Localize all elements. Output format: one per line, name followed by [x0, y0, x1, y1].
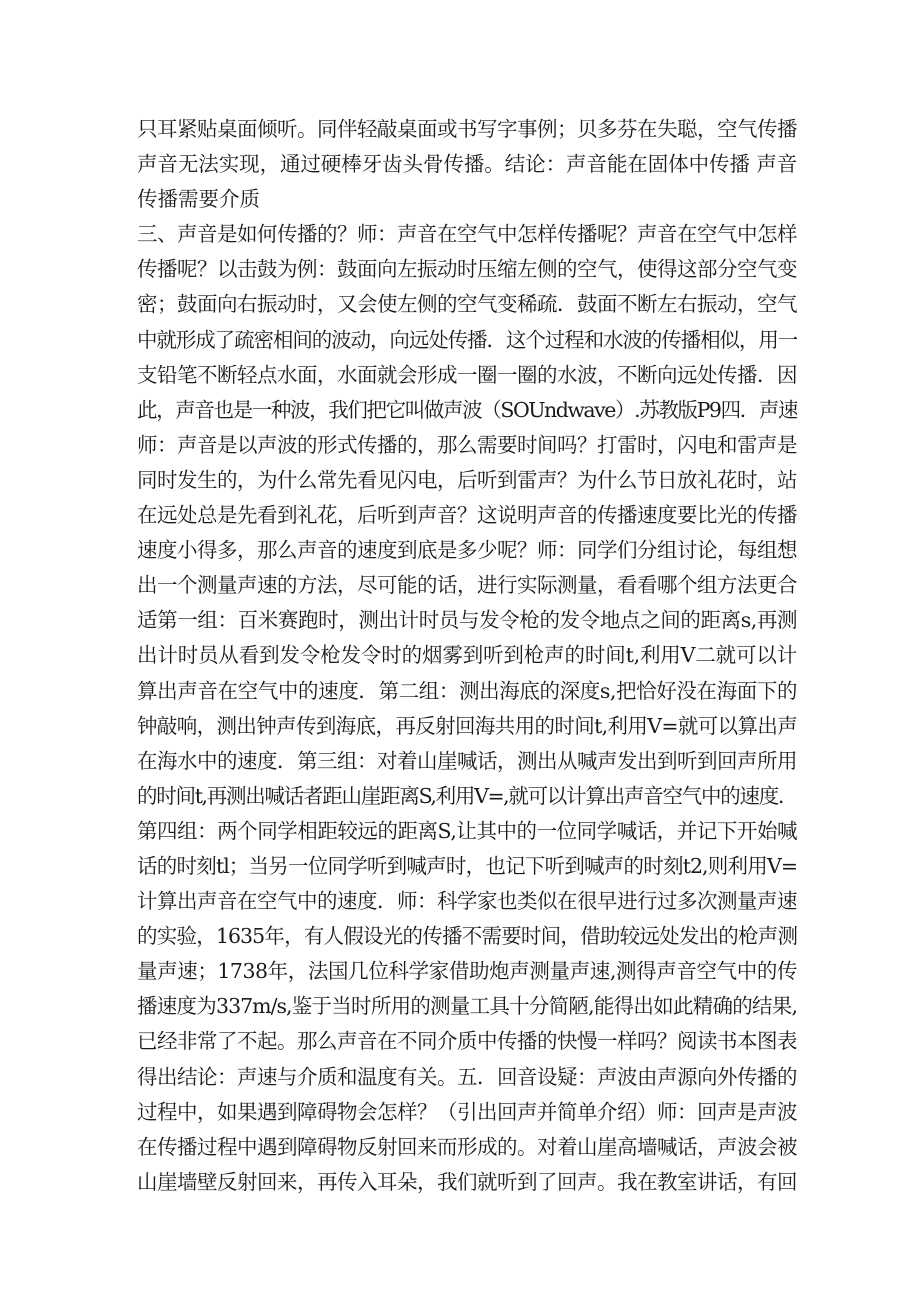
text-line: 钟敲响，测出钟声传到海底，再反射回海共用的时间t,利用V=就可以算出声 — [137, 713, 797, 738]
text-line: 只耳紧贴桌面倾听。同伴轻敲桌面或书写字事例；贝多芬在失聪，空气传播 — [137, 117, 797, 141]
text-line: 在海水中的速度．第三组：对着山崖喊话，测出从喊声发出到听到回声所用 — [137, 748, 797, 773]
text-line: 出计时员从看到发令枪发令时的烟雾到听到枪声的时间t,利用V二就可以计 — [137, 643, 797, 668]
text-line: 播速度为337m∕s,鉴于当时所用的测量工具十分简陋,能得出如此精确的结果, — [137, 994, 797, 1019]
text-line: 的时间t,再测出喊话者距山崖距离S,利用V=,就可以计算出声音空气中的速度． — [137, 783, 797, 808]
text-line: 支铅笔不断轻点水面，水面就会形成一圈一圈的水波，不断向远处传播．因 — [137, 362, 797, 387]
text-line: 得出结论：声速与介质和温度有关。五．回音设疑：声波由声源向外传播的 — [137, 1064, 797, 1089]
text-line: 三、声音是如何传播的？师：声音在空气中怎样传播呢？声音在空气中怎样 — [137, 222, 797, 247]
text-line: 传播需要介质 — [137, 187, 260, 212]
body-text — [137, 112, 797, 1200]
text-line: 山崖墙壁反射回来，再传入耳朵，我们就听到了回声。我在教室讲话，有回 — [137, 1169, 797, 1194]
text-line: 同时发生的，为什么常先看见闪电，后听到雷声？为什么节日放礼花时，站 — [137, 467, 797, 492]
text-line: 已经非常了不起。那么声音在不同介质中传播的快慢一样吗？阅读书本图表 — [137, 1029, 797, 1054]
text-line: 传播呢？以击鼓为例：鼓面向左振动时压缩左侧的空气，使得这部分空气变 — [137, 257, 797, 282]
text-line: 声音无法实现，通过硬棒牙齿头骨传播。结论：声音能在固体中传播 声音 — [137, 152, 797, 177]
text-line: 出一个测量声速的方法，尽可能的话，进行实际测量，看看哪个组方法更合 — [137, 573, 797, 598]
text-line: 速度小得多，那么声音的速度到底是多少呢？师：同学们分组讨论，每组想 — [137, 538, 797, 563]
text-line: 的实验，1635年，有人假设光的传播不需要时间，借助较远处发出的枪声测 — [137, 924, 797, 949]
text-line: 算出声音在空气中的速度．第二组：测出海底的深度s,把恰好没在海面下的 — [137, 678, 797, 703]
text-line: 过程中，如果遇到障碍物会怎样？（引出回声并简单介绍）师：回声是声波 — [137, 1099, 797, 1124]
text-line: 在传播过程中遇到障碍物反射回来而形成的。对着山崖高墙喊话，声波会被 — [137, 1134, 797, 1159]
text-line: 话的时刻tl；当另一位同学听到喊声时，也记下听到喊声的时刻t2,则利用V= — [137, 853, 797, 878]
text-line: 师：声音是以声波的形式传播的，那么需要时间吗？打雷时，闪电和雷声是 — [137, 432, 797, 457]
text-line: 适第一组：百米赛跑时，测出计时员与发令枪的发令地点之间的距离s,再测 — [137, 608, 797, 633]
text-line: 在远处总是先看到礼花，后听到声音？这说明声音的传播速度要比光的传播 — [137, 503, 797, 528]
text-line: 计算出声音在空气中的速度．师：科学家也类似在很早进行过多次测量声速 — [137, 889, 797, 914]
text-line: 第四组：两个同学相距较远的距离S,让其中的一位同学喊话，并记下开始喊 — [137, 818, 797, 843]
text-line: 中就形成了疏密相间的波动，向远处传播．这个过程和水波的传播相似，用一 — [137, 327, 797, 352]
text-line: 密；鼓面向右振动时，又会使左侧的空气变稀疏．鼓面不断左右振动，空气 — [137, 292, 797, 317]
text-line: 量声速；1738年，法国几位科学家借助炮声测量声速,测得声音空气中的传 — [137, 959, 797, 984]
text-line: 此，声音也是一种波，我们把它叫做声波（SOUndwave）.苏教版P9四．声速 — [137, 397, 797, 422]
